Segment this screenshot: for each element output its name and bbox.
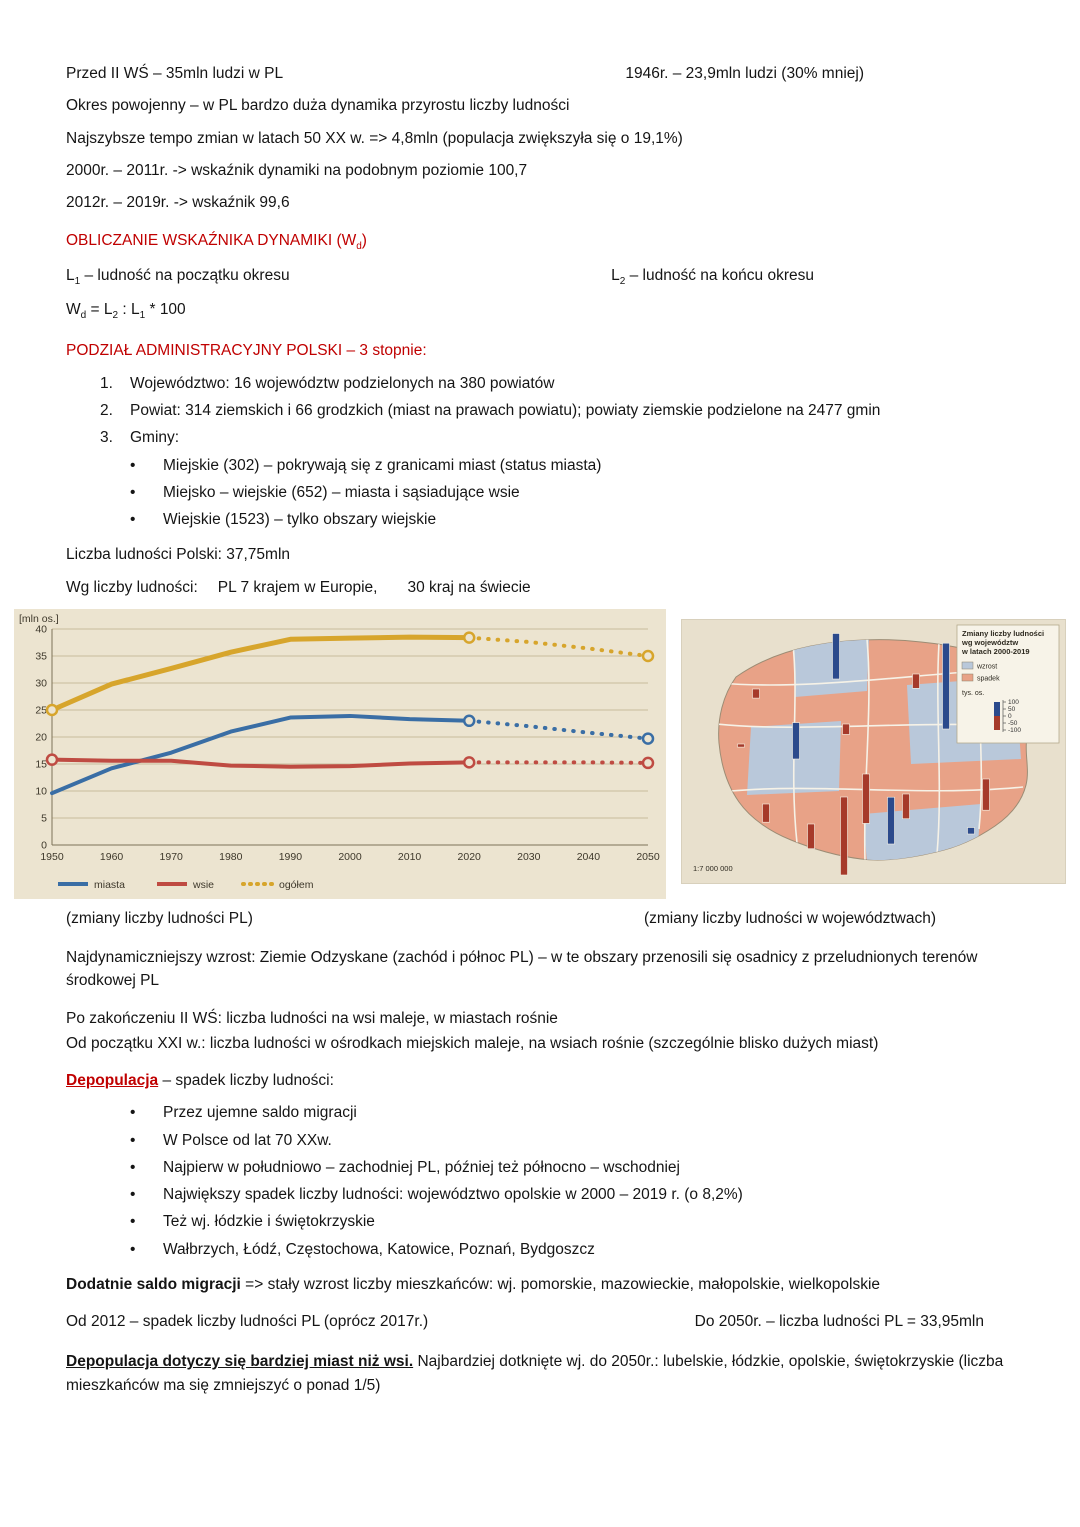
poland-map [681, 619, 1066, 884]
svg-text:wsie: wsie [193, 878, 215, 891]
gminy-item-3: • Wiejskie (1523) – tylko obszary wiejskie [66, 508, 1014, 531]
depopulation-item-5: • Też wj. łódzkie i świętokrzyskie [66, 1210, 1014, 1233]
dynamics-heading-pre: OBLICZANIE WSKAŹNIKA DYNAMIKI (W [66, 232, 357, 250]
migration-paragraph: Dodatnie saldo migracji => stały wzrost liczby mieszkańców: wj. pomorskie, mazowieckie, małopolskie, wielkopolskie [66, 1275, 881, 1293]
svg-text:2050: 2050 [636, 850, 660, 863]
svg-text:5: 5 [41, 812, 47, 825]
map-scale-text: 1:7 000 000 [693, 863, 733, 873]
svg-text:-100: -100 [1008, 726, 1022, 734]
bullet-glyph: • [130, 1104, 136, 1122]
bullet-glyph: • [130, 483, 136, 501]
map-legend-title-1: Zmiany liczby ludności [962, 628, 1045, 638]
dynamics-heading-post: ) [361, 232, 367, 250]
svg-text:-50: -50 [1008, 719, 1018, 727]
depopulation-item-6: • Wałbrzych, Łódź, Częstochowa, Katowice, Poznań, Bydgoszcz [66, 1238, 1014, 1261]
bullet-glyph: • [130, 1158, 136, 1176]
intro-1946-text: 1946r. – 23,9mln ludzi (30% mniej) [625, 65, 864, 82]
intro-row-prewar [66, 62, 1014, 85]
bullet-glyph: • [130, 511, 136, 529]
bullet-glyph: • [130, 1186, 136, 1204]
svg-text:10: 10 [35, 785, 47, 798]
dynamics-heading-sub: d [356, 241, 362, 253]
depopulation-term: Depopulacja [66, 1072, 159, 1090]
chart-caption: (zmiany liczby ludności PL) [66, 909, 253, 927]
growth-paragraph-1: Najdynamiczniejszy wzrost: Ziemie Odzyskane (zachód i północ PL) – w te obszary przenosili się osadnicy z przeludnionych terenów środkowej PL [66, 949, 978, 990]
svg-text:1970: 1970 [159, 850, 183, 863]
admin-item-2: 2. Powiat: 314 ziemskich i 66 grodzkich (miast na prawach powiatu); powiaty ziemskie podzielone na 2477 gmin [100, 402, 881, 420]
svg-text:0: 0 [1008, 712, 1012, 720]
svg-text:ogółem: ogółem [279, 878, 314, 891]
admin-heading: PODZIAŁ ADMINISTRACYJNY POLSKI – 3 stopnie: [66, 341, 427, 359]
population-total-text: Liczba ludności Polski: 37,75mln [66, 546, 291, 564]
bullet-glyph: • [130, 456, 136, 474]
svg-text:1980: 1980 [219, 850, 243, 863]
population-chart-figure [14, 609, 666, 899]
svg-text:25: 25 [35, 704, 47, 717]
admin-item-3: 3. Gminy: [100, 429, 180, 447]
dynamics-definitions-row [66, 264, 1014, 289]
l1-definition: $L_1$ – ludność na początku okresu [66, 267, 290, 288]
unit-label: tys. os. [962, 689, 985, 697]
svg-text:40: 40 [35, 623, 47, 636]
since-2012-text: Od 2012 – spadek liczby ludności PL (oprócz 2017r.) [66, 1313, 429, 1331]
bullet-glyph: • [130, 1240, 136, 1258]
svg-text:miasta: miasta [94, 878, 125, 891]
migration-dates-row [66, 1310, 1014, 1333]
dynamics-formula: $W_d = L_2$ : $L_1 * 100$ [66, 301, 186, 322]
migration-bold: Dodatnie saldo migracji [66, 1275, 241, 1293]
spadek-swatch [962, 674, 973, 681]
depopulation-item-3: • Najpierw w południowo – zachodniej PL, później też północno – wschodniej [66, 1156, 1014, 1179]
intro-fastest-text: Najszybsze tempo zmian w latach 50 XX w. => 4,8mln (populacja zwiększyła się o 19,1%) [66, 129, 683, 147]
svg-text:30: 30 [35, 677, 47, 690]
gminy-item-2: • Miejsko – wiejskie (652) – miasta i sąsiadujące wsie [66, 481, 1014, 504]
svg-text:2030: 2030 [517, 850, 541, 863]
svg-text:15: 15 [35, 758, 47, 771]
depopulation-item-4: • Największy spadek liczby ludności: województwo opolskie w 2000 – 2019 r. (o 8,2%) [66, 1183, 1014, 1206]
depopulation-item-1: • Przez ujemne saldo migracji [66, 1101, 1014, 1124]
intro-postwar-text: Okres powojenny – w PL bardzo duża dynamika przyrostu liczby ludności [66, 97, 570, 115]
bullet-glyph: • [130, 1131, 136, 1149]
closing-underlined: Depopulacja dotyczy się bardziej miast niż wsi. [66, 1353, 414, 1371]
admin-item-1: 1. Województwo: 16 województw podzielonych na 380 powiatów [100, 374, 555, 392]
growth-paragraph-3: Od początku XXI w.: liczba ludności w ośrodkach miejskich maleje, na wsiach rośnie (szczególnie blisko dużych miast) [66, 1034, 879, 1052]
population-line-chart [14, 609, 666, 899]
svg-text:2000: 2000 [338, 850, 362, 863]
wzrost-label: wzrost [977, 663, 998, 671]
growth-paragraph-2: Po zakończeniu II WŚ: liczba ludności na wsi maleje, w miastach rośnie [66, 1009, 558, 1027]
figures-row [14, 609, 1045, 899]
dynamics-heading [66, 229, 1014, 254]
wzrost-swatch [962, 662, 973, 669]
map-legend-title-2: wg województw [962, 637, 1019, 647]
intro-period2-text: 2012r. – 2019r. -> wskaźnik 99,6 [66, 194, 290, 211]
svg-text:2040: 2040 [576, 850, 601, 863]
map-legend-title-3: w latach 2000-2019 [962, 646, 1030, 656]
svg-text:100: 100 [1008, 698, 1019, 706]
intro-period1-text: 2000r. – 2011r. -> wskaźnik dynamiki na podobnym poziomie 100,7 [66, 161, 528, 179]
svg-text:[mln os.]: [mln os.] [19, 612, 59, 625]
svg-text:1960: 1960 [99, 850, 124, 863]
depopulation-item-2: • W Polsce od lat 70 XXw. [66, 1129, 1014, 1152]
svg-text:1990: 1990 [278, 850, 303, 863]
svg-text:2010: 2010 [397, 850, 422, 863]
intro-prewar-text: Przed II WŚ – 35mln ludzi w PL [66, 65, 284, 82]
voivodeship-map-figure [681, 619, 1066, 884]
svg-text:20: 20 [35, 731, 47, 744]
to-2050-text: Do 2050r. – liczba ludności PL = 33,95mln [694, 1313, 984, 1331]
depopulation-heading: Depopulacja – spadek liczby ludności: [66, 1072, 334, 1090]
l2-definition: $L_2$ – ludność na końcu okresu [611, 267, 814, 288]
svg-text:35: 35 [35, 650, 47, 663]
figure-captions [66, 907, 1014, 930]
gminy-item-1: • Miejskie (302) – pokrywają się z granicami miast (status miasta) [66, 454, 1014, 477]
bullet-glyph: • [130, 1213, 136, 1231]
spadek-label: spadek [977, 675, 1000, 683]
map-legend [957, 625, 1059, 743]
svg-text:1950: 1950 [40, 850, 64, 863]
map-caption: (zmiany liczby ludności w województwach) [643, 909, 936, 927]
svg-text:0: 0 [41, 839, 47, 852]
svg-text:50: 50 [1008, 705, 1016, 713]
population-rank-line: Wg liczby ludności: PL 7 krajem w Europie, 30 kraj na świecie [66, 578, 531, 596]
closing-paragraph: Depopulacja dotyczy się bardziej miast niż wsi. Najbardziej dotknięte wj. do 2050r.: lubelskie, łódzkie, opolskie, świętokrzyskie (liczba mieszkańców ma się zmniejszyć o ponad 1/5) [66, 1353, 1004, 1394]
svg-text:2020: 2020 [457, 850, 481, 863]
